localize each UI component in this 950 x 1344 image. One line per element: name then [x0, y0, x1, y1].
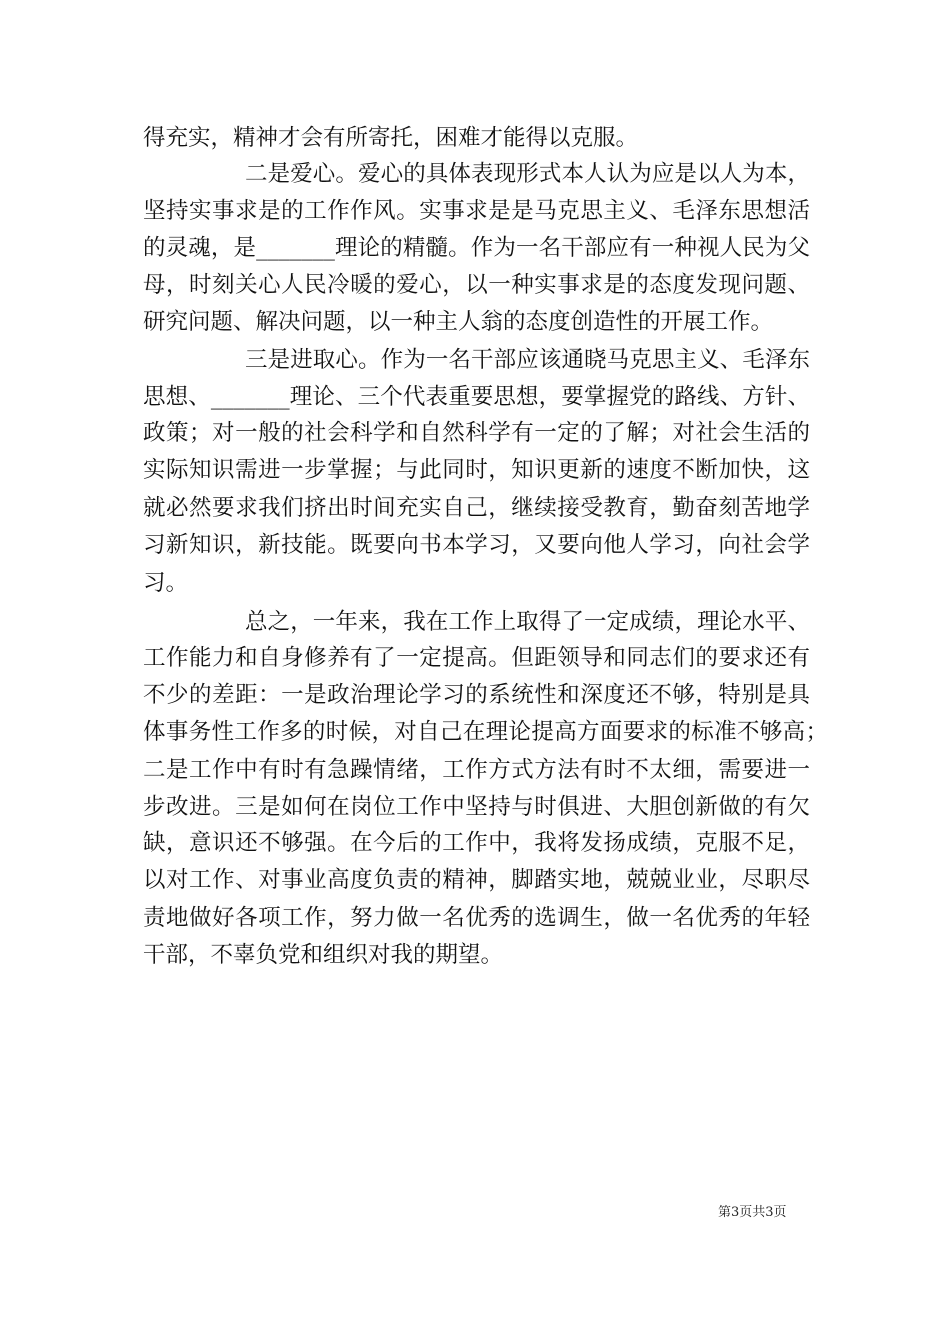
text-line: 不少的差距：一是政治理论学习的系统性和深度还不够，特别是具	[143, 682, 810, 708]
text-line: 以对工作、对事业高度负责的精神，脚踏实地，兢兢业业，尽职尽	[143, 867, 810, 893]
text-line: 干部，不辜负党和组织对我的期望。	[143, 942, 504, 968]
text-line: 母，时刻关心人民冷暖的爱心，以一种实事求是的态度发现问题、	[143, 272, 810, 298]
text-line: 习新知识，新技能。既要向书本学习，又要向他人学习，向社会学	[143, 532, 810, 558]
text-line: 二是爱心。爱心的具体表现形式本人认为应是以人为本，	[245, 161, 810, 187]
text-line: 实际知识需进一步掌握；与此同时，知识更新的速度不断加快，这	[143, 457, 810, 483]
text-line: 缺，意识还不够强。在今后的工作中，我将发扬成绩，克服不足，	[143, 830, 810, 856]
text-line: 三是进取心。作为一名干部应该通晓马克思主义、毛泽东	[245, 347, 810, 373]
text-line: 就必然要求我们挤出时间充实自己，继续接受教育，勤奋刻苦地学	[143, 495, 810, 521]
text-line: 得充实，精神才会有所寄托，困难才能得以克服。	[143, 125, 639, 151]
text-line: 步改进。三是如何在岗位工作中坚持与时俱进、大胆创新做的有欠	[143, 794, 810, 820]
text-line: 二是工作中有时有急躁情绪，工作方式方法有时不太细，需要进一	[143, 757, 810, 783]
text-line: 体事务性工作多的时候，对自己在理论提高方面要求的标准不够高；	[143, 719, 828, 745]
text-line: 习。	[143, 570, 189, 596]
text-line: 研究问题、解决问题，以一种主人翁的态度创造性的开展工作。	[143, 309, 774, 335]
text-line: 坚持实事求是的工作作风。实事求是是马克思主义、毛泽东思想活	[143, 198, 810, 224]
text-line: 政策；对一般的社会科学和自然科学有一定的了解；对社会生活的	[143, 420, 810, 446]
text-line: 工作能力和自身修养有了一定提高。但距领导和同志们的要求还有	[143, 645, 810, 671]
text-line: 责地做好各项工作，努力做一名优秀的选调生，做一名优秀的年轻	[143, 905, 810, 931]
text-line: 总之，一年来，我在工作上取得了一定成绩，理论水平、	[245, 609, 810, 635]
page-indicator: 第3页共3页	[718, 1205, 787, 1220]
text-line: 思想、_______理论、三个代表重要思想，要掌握党的路线、方针、	[143, 384, 810, 410]
text-line: 的灵魂，是_______理论的精髓。作为一名干部应有一种视人民为父	[143, 235, 810, 261]
